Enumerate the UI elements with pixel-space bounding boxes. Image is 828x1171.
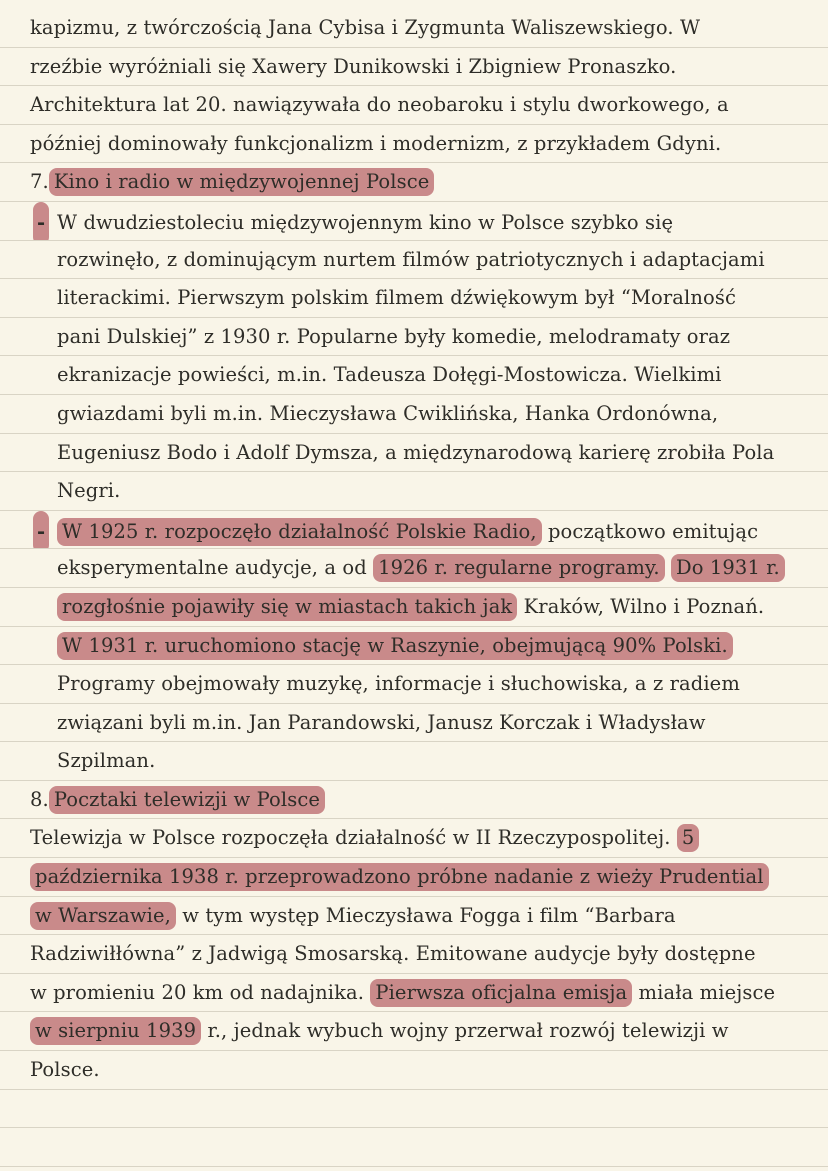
- highlighted-text: w Warszawie,: [30, 902, 176, 930]
- text-segment: 7.: [30, 170, 49, 194]
- document-body: [0, 9, 828, 1167]
- highlighted-text: rozgłośnie pojawiły się w miastach takich jak: [57, 593, 517, 621]
- empty-ruled-line: [0, 1128, 828, 1167]
- bullet-dash-icon: -: [33, 511, 49, 550]
- highlighted-text: 1926 r. regularne programy.: [373, 554, 665, 582]
- text-line: [0, 665, 828, 704]
- highlighted-text: W 1931 r. uruchomiono stację w Raszynie, obejmującą 90% Polski.: [57, 632, 733, 660]
- text-line: [0, 935, 828, 974]
- text-line: [0, 434, 828, 473]
- text-line: [0, 974, 828, 1013]
- text-segment: Polsce.: [30, 1058, 100, 1082]
- text-segment: Programy obejmowały muzykę, informacje i słuchowiska, a z radiem: [57, 672, 740, 696]
- highlighted-text: Pocztaki telewizji w Polsce: [49, 786, 325, 814]
- text-segment: W dwudziestoleciu międzywojennym kino w Polsce szybko się: [57, 210, 674, 234]
- highlighted-text: 5: [677, 824, 700, 852]
- bullet-line: [0, 202, 828, 241]
- text-segment: Radziwiłłówna” z Jadwigą Smosarską. Emitowane audycje były dostępne: [30, 942, 756, 966]
- empty-ruled-line: [0, 1090, 828, 1129]
- text-segment: związani byli m.in. Jan Parandowski, Janusz Korczak i Władysław: [57, 710, 706, 734]
- text-segment: eksperymentalne audycje, a od: [57, 556, 374, 580]
- text-line: [0, 395, 828, 434]
- text-segment: literackimi. Pierwszym polskim filmem dźwiękowym był “Moralność: [57, 286, 736, 310]
- text-segment: Kraków, Wilno i Poznań.: [517, 594, 765, 618]
- highlighted-text: W 1925 r. rozpoczęło działalność Polskie Radio,: [57, 518, 542, 546]
- bullet-line: [0, 511, 828, 550]
- text-line: [0, 318, 828, 357]
- text-line: [0, 163, 828, 202]
- text-segment: początkowo emitując: [541, 519, 759, 543]
- text-line: [0, 742, 828, 781]
- text-line: [0, 819, 828, 858]
- highlighted-text: października 1938 r. przeprowadzono próbne nadanie z wieży Prudential: [30, 863, 769, 891]
- text-segment: Architektura lat 20. nawiązywała do neobaroku i stylu dworkowego, a: [30, 93, 729, 117]
- text-line: [0, 1051, 828, 1090]
- text-line: [0, 627, 828, 666]
- text-segment: ekranizacje powieści, m.in. Tadeusza Dołęgi-Mostowicza. Wielkimi: [57, 363, 722, 387]
- text-line: [0, 9, 828, 48]
- text-line: [0, 279, 828, 318]
- text-segment: później dominowały funkcjonalizm i modernizm, z przykładem Gdyni.: [30, 131, 722, 155]
- text-segment: r., jednak wybuch wojny przerwał rozwój telewizji w: [201, 1019, 729, 1043]
- text-segment: 8.: [30, 787, 49, 811]
- text-line: [0, 704, 828, 743]
- text-segment: w promieniu 20 km od nadajnika.: [30, 980, 371, 1004]
- text-segment: w tym występ Mieczysława Fogga i film “Barbara: [175, 903, 676, 927]
- text-line: [0, 897, 828, 936]
- text-line: [0, 241, 828, 280]
- highlighted-text: Kino i radio w międzywojennej Polsce: [49, 168, 435, 196]
- text-segment: Eugeniusz Bodo i Adolf Dymsza, a międzynarodową karierę zrobiła Pola: [57, 440, 775, 464]
- text-segment: rozwinęło, z dominującym nurtem filmów patriotycznych i adaptacjami: [57, 247, 765, 271]
- text-segment: miała miejsce: [632, 980, 776, 1004]
- text-segment: pani Dulskiej” z 1930 r. Popularne były komedie, melodramaty oraz: [57, 324, 731, 348]
- text-line: [0, 781, 828, 820]
- highlighted-text: Pierwsza oficjalna emisja: [370, 979, 632, 1007]
- text-line: [0, 356, 828, 395]
- text-segment: Negri.: [57, 479, 121, 503]
- highlighted-text: w sierpniu 1939: [30, 1017, 201, 1045]
- text-line: [0, 86, 828, 125]
- text-segment: Szpilman.: [57, 749, 156, 773]
- text-segment: kapizmu, z twórczością Jana Cybisa i Zygmunta Waliszewskiego. W: [30, 16, 701, 39]
- text-segment: Telewizja w Polsce rozpoczęła działalność w II Rzeczypospolitej.: [30, 826, 677, 850]
- text-segment: rzeźbie wyróżniali się Xawery Dunikowski i Zbigniew Pronaszko.: [30, 54, 677, 78]
- text-line: [0, 125, 828, 164]
- text-line: [0, 588, 828, 627]
- text-line: [0, 472, 828, 511]
- text-line: [0, 48, 828, 87]
- text-line: [0, 858, 828, 897]
- bullet-dash-icon: -: [33, 202, 49, 241]
- text-line: [0, 549, 828, 588]
- highlighted-text: Do 1931 r.: [671, 554, 785, 582]
- text-segment: gwiazdami byli m.in. Mieczysława Cwiklińska, Hanka Ordonówna,: [57, 401, 719, 425]
- text-line: [0, 1012, 828, 1051]
